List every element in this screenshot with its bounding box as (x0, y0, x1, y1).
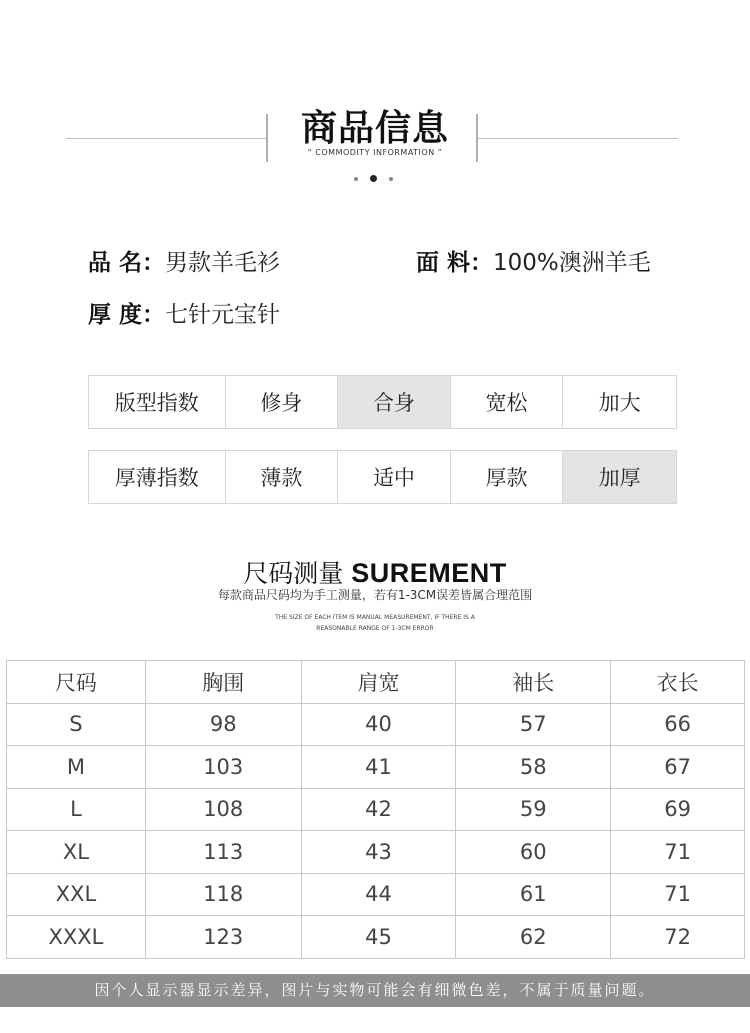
table-cell: 43 (301, 831, 456, 874)
table-cell: 58 (456, 746, 611, 789)
product-thickness (88, 296, 280, 329)
table-cell: 113 (145, 831, 301, 874)
thickness-option: 适中 (338, 451, 451, 503)
table-row (7, 916, 745, 959)
thickness-index-label: 厚薄指数 (89, 451, 226, 503)
product-name (88, 244, 280, 277)
table-header-row (7, 661, 745, 704)
product-name-value: 男款羊毛衫 (165, 250, 281, 276)
footer-disclaimer: 因个人显示器显示差异，图片与实物可能会有细微色差，不属于质量问题。 (0, 974, 750, 1007)
table-cell: XXXL (7, 916, 146, 959)
table-cell: 108 (145, 788, 301, 831)
table-cell: 59 (456, 788, 611, 831)
fit-option: 修身 (226, 376, 339, 428)
page-title: 商品信息 (300, 108, 449, 149)
product-thickness-value: 七针元宝针 (165, 302, 281, 328)
table-cell: 45 (301, 916, 456, 959)
product-fabric (416, 244, 651, 277)
header-cell: 肩宽 (301, 661, 456, 704)
table-cell: 41 (301, 746, 456, 789)
size-title (0, 554, 750, 590)
table-cell: 62 (456, 916, 611, 959)
dot-icon (370, 175, 377, 182)
table-cell: 61 (456, 873, 611, 916)
size-note-line2: REASONABLE RANGE OF 1-3CM ERROR (316, 625, 434, 632)
product-name-label: 品 名： (88, 250, 166, 276)
dot-icon (389, 177, 393, 181)
size-title-cn: 尺码测量 (243, 559, 352, 588)
table-row (7, 703, 745, 746)
product-thickness-label: 厚 度： (88, 302, 166, 328)
size-table (6, 660, 745, 959)
table-row (7, 788, 745, 831)
product-fabric-value: 100%澳洲羊毛 (493, 250, 651, 276)
table-cell: 71 (611, 873, 745, 916)
table-cell: L (7, 788, 146, 831)
table-cell: 118 (145, 873, 301, 916)
size-title-en: SUREMENT (351, 558, 507, 588)
thickness-option: 薄款 (226, 451, 339, 503)
fit-index-label: 版型指数 (89, 376, 226, 428)
table-cell: 67 (611, 746, 745, 789)
header-section (0, 0, 750, 200)
page-subtitle: “ COMMODITY INFORMATION ” (307, 148, 443, 157)
size-note-line1: THE SIZE OF EACH ITEM IS MANUAL MEASUREMENT, IF THERE IS A (275, 614, 475, 621)
table-cell: 69 (611, 788, 745, 831)
fit-option: 宽松 (451, 376, 564, 428)
table-cell: 40 (301, 703, 456, 746)
table-cell: M (7, 746, 146, 789)
fit-option: 加大 (598, 391, 641, 415)
table-cell: 60 (456, 831, 611, 874)
table-cell: 103 (145, 746, 301, 789)
header-cell: 尺码 (7, 661, 146, 704)
product-fabric-label: 面 料： (416, 250, 494, 276)
table-cell: 71 (611, 831, 745, 874)
thickness-option-selected: 加厚 (563, 451, 676, 503)
table-cell: 66 (611, 703, 745, 746)
table-cell: 44 (301, 873, 456, 916)
table-row (7, 746, 745, 789)
table-cell: XXL (7, 873, 146, 916)
table-cell: 72 (611, 916, 745, 959)
table-cell: 123 (145, 916, 301, 959)
fit-index-table (88, 375, 677, 429)
fit-option-selected: 合身 (338, 376, 451, 428)
dot-icon (354, 177, 358, 181)
dots-decoration (350, 172, 400, 186)
table-cell: S (7, 703, 146, 746)
table-row (7, 831, 745, 874)
table-row (7, 873, 745, 916)
table-cell: 57 (456, 703, 611, 746)
header-cell: 袖长 (456, 661, 611, 704)
thickness-index-table (88, 450, 677, 504)
header-cell: 衣长 (611, 661, 745, 704)
thickness-option: 厚款 (451, 451, 564, 503)
table-cell: 98 (145, 703, 301, 746)
size-subtitle: 每款商品尺码均为手工测量，若有1-3CM误差皆属合理范围 (217, 588, 533, 602)
table-cell: XL (7, 831, 146, 874)
header-cell: 胸围 (145, 661, 301, 704)
table-cell: 42 (301, 788, 456, 831)
